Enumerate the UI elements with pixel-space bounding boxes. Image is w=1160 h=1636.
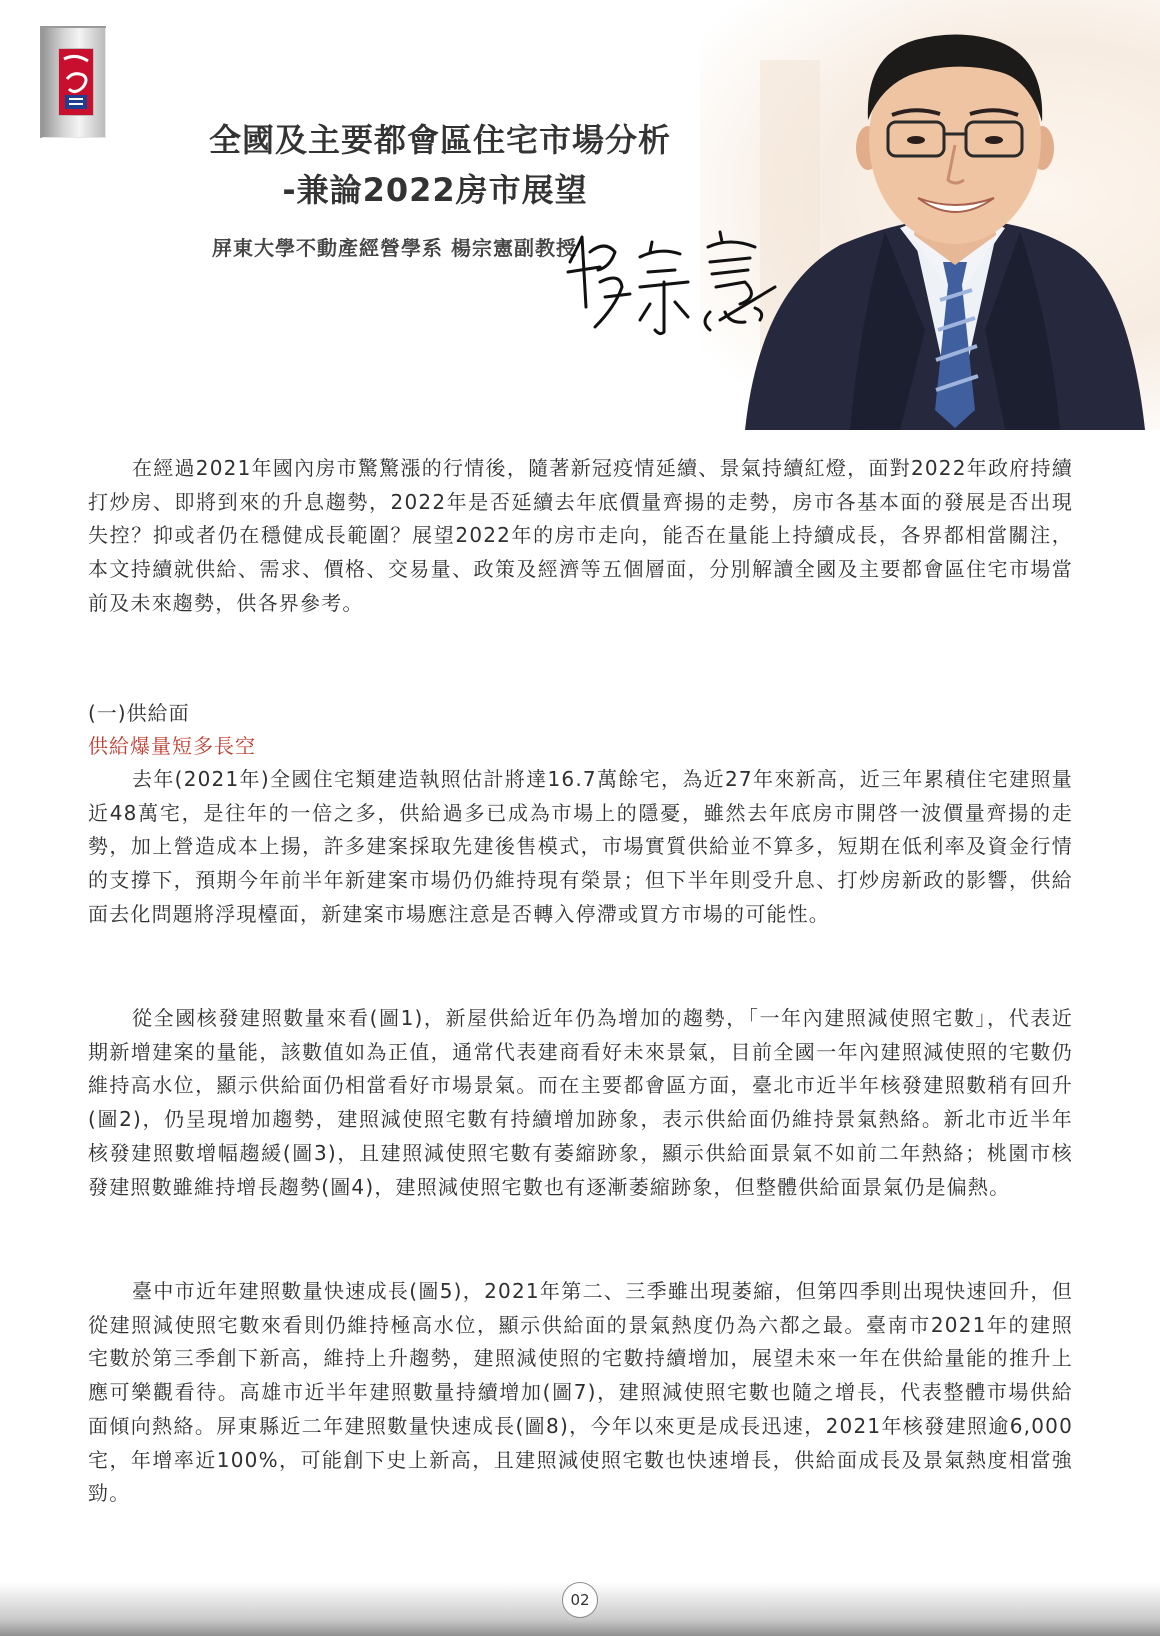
page-number: 02 (562, 1582, 598, 1618)
publication-logo (40, 26, 106, 138)
author-byline: 屏東大學不動產經營學系 楊宗憲副教授 (212, 236, 577, 260)
author-signature (560, 212, 800, 342)
intro-paragraph: 在經過2021年國內房市驚驚漲的行情後，隨著新冠疫情延續、景氣持續紅燈，面對2022年政府持續打炒房、即將到來的升息趨勢，2022年是否延續去年底價量齊揚的走勢，房市各基本面的發展是否出現失控？抑或者仍在穩健成長範圍？展望2022年的房市走向，能否在量能上持續成長，各界都相當關注，本文持續就供給、需求、價格、交易量、政策及經濟等五個層面，分別解讀全國及主要都會區住宅市場當前及未來趨勢，供各界參考。 (88, 456, 1073, 615)
body-paragraph: 臺中市近年建照數量快速成長(圖5)，2021年第二、三季雖出現萎縮，但第四季則出現快速回升，但從建照減使照宅數來看則仍維持極高水位，顯示供給面的景氣熱度仍為六都之最。臺南市2021年的建照宅數於第三季創下新高，維持上升趨勢，建照減使照的宅數持續增加，展望未來一年在供給量能的推升上應可樂觀看待。高雄市近半年建照數量持續增加(圖7)，建照減使照宅數也隨之增長，代表整體市場供給面傾向熱絡。屏東縣近二年建照數量快速成長(圖8)，今年以來更是成長迅速，2021年核發建照逾6,000宅，年增率近100%，可能創下史上新高，且建照減使照宅數也快速增長，供給面成長及景氣熱度相當強勁。 (88, 1279, 1073, 1506)
section-subheading: 供給爆量短多長空 (88, 734, 256, 758)
body-paragraph: 去年(2021年)全國住宅類建造執照估計將達16.7萬餘宅，為近27年來新高，近三年累積住宅建照量近48萬宅，是往年的一倍之多，供給過多已成為市場上的隱憂，雖然去年底房市開啓一波價量齊揚的走勢，加上營造成本上揚，許多建案採取先建後售模式，市場實質供給並不算多，短期在低利率及資金行情的支撐下，預期今年前半年新建案市場仍仍維持現有榮景；但下半年則受升息、打炒房新政的影響，供給面去化問題將浮現檯面，新建案市場應注意是否轉入停滯或買方市場的可能性。 (88, 767, 1073, 926)
article-title-line1: 全國及主要都會區住宅市場分析 (208, 121, 671, 159)
body-paragraph: 從全國核發建照數量來看(圖1)，新屋供給近年仍為增加的趨勢，「一年內建照減使照宅數」，代表近期新增建案的量能，該數值如為正值，通常代表建商看好未來景氣，目前全國一年內建照減使照的宅數仍維持高水位，顯示供給面仍相當看好市場景氣。而在主要都會區方面，臺北市近半年核發建照數稍有回升(圖2)，仍呈現增加趨勢，建照減使照宅數有持續增加跡象，表示供給面仍維持景氣熱絡。新北市近半年核發建照數增幅趨緩(圖3)，且建照減使照宅數有萎縮跡象，顯示供給面景氣不如前二年熱絡；桃園市核發建照數雖維持增長趨勢(圖4)，建照減使照宅數也有逐漸萎縮跡象，但整體供給面景氣仍是偏熱。 (88, 1006, 1073, 1199)
article-title-line2: -兼論2022房市展望 (282, 171, 588, 209)
section-heading: (一)供給面 (88, 701, 190, 725)
logo-emblem-icon (58, 48, 94, 116)
